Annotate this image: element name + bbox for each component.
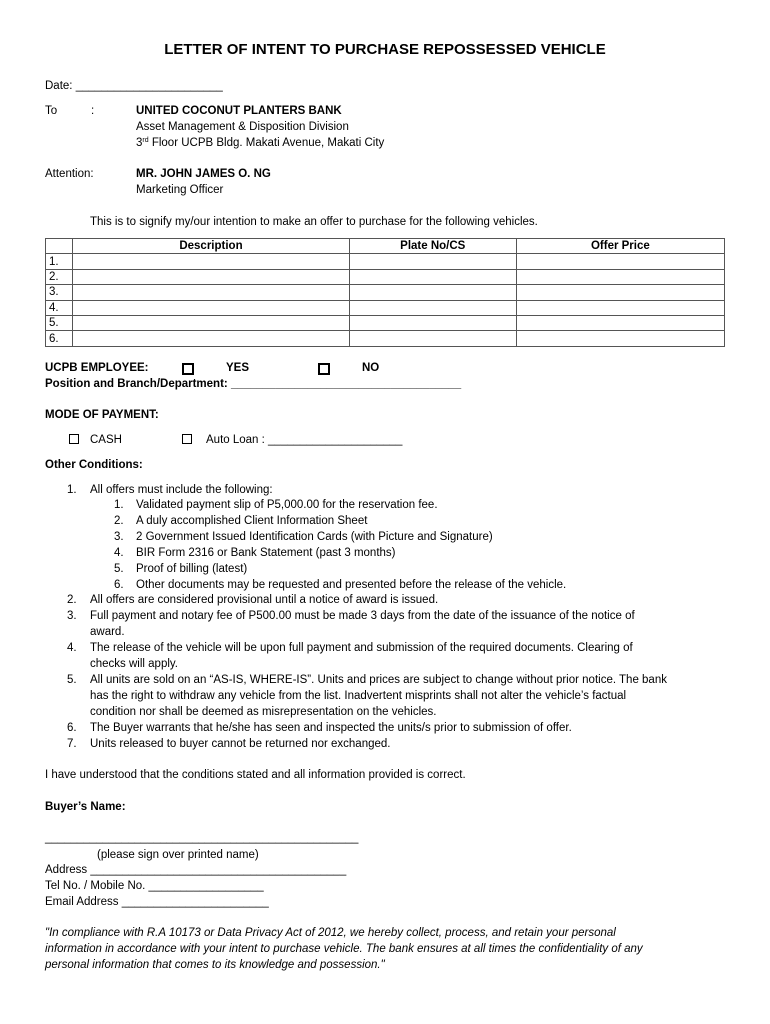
plate-cell[interactable] bbox=[349, 254, 516, 269]
row-number: 4. bbox=[46, 300, 73, 315]
condition-number: 3. bbox=[67, 610, 77, 622]
intro-paragraph: This is to signify my/our intention to make an offer to purchase for the following vehicles. bbox=[90, 216, 538, 228]
plate-cell[interactable] bbox=[349, 331, 516, 346]
email-label: Email Address bbox=[45, 896, 122, 908]
sub-condition-text: Other documents may be requested and presented before the release of the vehicle. bbox=[136, 579, 567, 591]
row-number: 1. bbox=[46, 254, 73, 269]
attention-position: Marketing Officer bbox=[136, 184, 224, 196]
sub-condition-number: 3. bbox=[114, 531, 124, 543]
condition-number: 1. bbox=[67, 484, 77, 496]
tel-blank: __________________ bbox=[148, 880, 264, 892]
position-branch-label: Position and Branch/Department: bbox=[45, 378, 231, 390]
description-cell[interactable] bbox=[73, 285, 350, 300]
condition-text: The Buyer warrants that he/she has seen and inspected the units/s prior to submission of offer. bbox=[90, 722, 572, 734]
signature-line[interactable]: _________________________________________________ bbox=[45, 832, 359, 844]
auto-loan-field[interactable] bbox=[206, 433, 402, 448]
auto-loan-checkbox[interactable] bbox=[182, 434, 192, 444]
date-field[interactable] bbox=[45, 79, 223, 94]
to-label: To bbox=[45, 105, 58, 117]
mode-of-payment-label: MODE OF PAYMENT: bbox=[45, 409, 159, 421]
table-header-num bbox=[46, 239, 73, 254]
sub-condition-text: Proof of billing (latest) bbox=[136, 563, 248, 575]
employee-yes-checkbox[interactable] bbox=[182, 363, 194, 375]
address-floor-suffix: rd bbox=[142, 137, 149, 144]
condition-number: 6. bbox=[67, 722, 77, 734]
to-colon: : bbox=[91, 105, 95, 117]
offer-price-cell[interactable] bbox=[516, 269, 724, 284]
address-blank: ________________________________________ bbox=[90, 864, 347, 876]
condition-number: 2. bbox=[67, 594, 77, 606]
offer-price-cell[interactable] bbox=[516, 285, 724, 300]
sub-condition-text: 2 Government Issued Identification Cards (with Picture and Signature) bbox=[136, 531, 493, 543]
privacy-notice-line: information in accordance with your intent to purchase vehicle. The bank ensures at all times the confidentiality of any bbox=[45, 943, 643, 955]
sub-condition-text: A duly accomplished Client Information Sheet bbox=[136, 515, 368, 527]
privacy-notice-line: "In compliance with R.A 10173 or Data Privacy Act of 2012, we hereby collect, process, and retain your personal bbox=[45, 927, 616, 939]
row-number: 3. bbox=[46, 285, 73, 300]
sub-condition-text: BIR Form 2316 or Bank Statement (past 3 months) bbox=[136, 547, 396, 559]
table-header-row bbox=[46, 239, 725, 254]
position-branch-field[interactable] bbox=[45, 377, 461, 392]
page-title: LETTER OF INTENT TO PURCHASE REPOSSESSED VEHICLE bbox=[164, 41, 606, 58]
other-conditions-label: Other Conditions: bbox=[45, 459, 143, 471]
tel-field[interactable] bbox=[45, 879, 264, 894]
sub-condition-number: 4. bbox=[114, 547, 124, 559]
tel-label: Tel No. / Mobile No. bbox=[45, 880, 149, 892]
email-field[interactable] bbox=[45, 895, 269, 910]
description-cell[interactable] bbox=[73, 331, 350, 346]
row-number: 5. bbox=[46, 315, 73, 330]
table-row bbox=[46, 254, 725, 269]
row-number: 6. bbox=[46, 331, 73, 346]
plate-cell[interactable] bbox=[349, 300, 516, 315]
table-row bbox=[46, 315, 725, 330]
address-rest: Floor UCPB Bldg. Makati Avenue, Makati City bbox=[148, 137, 385, 149]
description-cell[interactable] bbox=[73, 300, 350, 315]
plate-cell[interactable] bbox=[349, 315, 516, 330]
offer-price-cell[interactable] bbox=[516, 315, 724, 330]
condition-text: All units are sold on an “AS-IS, WHERE-IS”. Units and prices are subject to change without prior notice. The bank bbox=[90, 674, 667, 686]
condition-text: condition nor shall be deemed as misrepresentation on the vehicles. bbox=[90, 706, 437, 718]
employee-yes-label: YES bbox=[226, 362, 250, 374]
table-row bbox=[46, 300, 725, 315]
email-blank: _______________________ bbox=[121, 896, 269, 908]
table-header-plate: Plate No/CS bbox=[349, 239, 516, 254]
offer-price-cell[interactable] bbox=[516, 254, 724, 269]
vehicle-table bbox=[45, 238, 725, 347]
condition-text: checks will apply. bbox=[90, 658, 178, 670]
condition-text: All offers are considered provisional until a notice of award is issued. bbox=[90, 594, 439, 606]
auto-loan-blank: _____________________ bbox=[268, 434, 403, 446]
sub-condition-text: Validated payment slip of P5,000.00 for the reservation fee. bbox=[136, 499, 438, 511]
table-row bbox=[46, 285, 725, 300]
cash-label: CASH bbox=[90, 434, 122, 446]
recipient-address bbox=[136, 136, 384, 151]
address-label: Address bbox=[45, 864, 91, 876]
date-blank: _______________________ bbox=[75, 80, 223, 92]
recipient-division: Asset Management & Disposition Division bbox=[136, 121, 349, 133]
position-branch-blank: ____________________________________ bbox=[230, 378, 462, 390]
sub-condition-number: 6. bbox=[114, 579, 124, 591]
table-header-price: Offer Price bbox=[516, 239, 724, 254]
auto-loan-label: Auto Loan : bbox=[206, 434, 269, 446]
sub-condition-number: 5. bbox=[114, 563, 124, 575]
plate-cell[interactable] bbox=[349, 285, 516, 300]
table-row bbox=[46, 269, 725, 284]
description-cell[interactable] bbox=[73, 315, 350, 330]
plate-cell[interactable] bbox=[349, 269, 516, 284]
buyer-name-label: Buyer’s Name: bbox=[45, 801, 126, 813]
description-cell[interactable] bbox=[73, 254, 350, 269]
address-field[interactable] bbox=[45, 863, 346, 878]
attention-name: MR. JOHN JAMES O. NG bbox=[136, 168, 271, 180]
offer-price-cell[interactable] bbox=[516, 331, 724, 346]
table-header-description: Description bbox=[73, 239, 350, 254]
understood-statement: I have understood that the conditions stated and all information provided is correct. bbox=[45, 769, 466, 781]
date-label: Date: bbox=[45, 80, 76, 92]
description-cell[interactable] bbox=[73, 269, 350, 284]
table-row bbox=[46, 331, 725, 346]
employee-label: UCPB EMPLOYEE: bbox=[45, 362, 149, 374]
cash-checkbox[interactable] bbox=[69, 434, 79, 444]
condition-text: The release of the vehicle will be upon full payment and submission of the required documents. Clearing of bbox=[90, 642, 633, 654]
condition-text: has the right to withdraw any vehicle from the list. Inadvertent misprints shall not alter the vehicle’s factual bbox=[90, 690, 627, 702]
signature-caption: (please sign over printed name) bbox=[97, 849, 259, 861]
condition-number: 4. bbox=[67, 642, 77, 654]
sub-condition-number: 1. bbox=[114, 499, 124, 511]
privacy-notice-line: personal information that comes to its knowledge and possession." bbox=[45, 959, 385, 971]
condition-text: Units released to buyer cannot be returned nor exchanged. bbox=[90, 738, 391, 750]
condition-number: 7. bbox=[67, 738, 77, 750]
address-floor-number: 3 bbox=[136, 137, 143, 149]
offer-price-cell[interactable] bbox=[516, 300, 724, 315]
employee-no-checkbox[interactable] bbox=[318, 363, 330, 375]
sub-condition-number: 2. bbox=[114, 515, 124, 527]
employee-no-label: NO bbox=[362, 362, 380, 374]
condition-text: All offers must include the following: bbox=[90, 484, 273, 496]
condition-text: award. bbox=[90, 626, 125, 638]
row-number: 2. bbox=[46, 269, 73, 284]
condition-text: Full payment and notary fee of P500.00 must be made 3 days from the date of the issuance of the notice of bbox=[90, 610, 635, 622]
condition-number: 5. bbox=[67, 674, 77, 686]
recipient-bank: UNITED COCONUT PLANTERS BANK bbox=[136, 105, 342, 117]
attention-label: Attention: bbox=[45, 168, 94, 180]
